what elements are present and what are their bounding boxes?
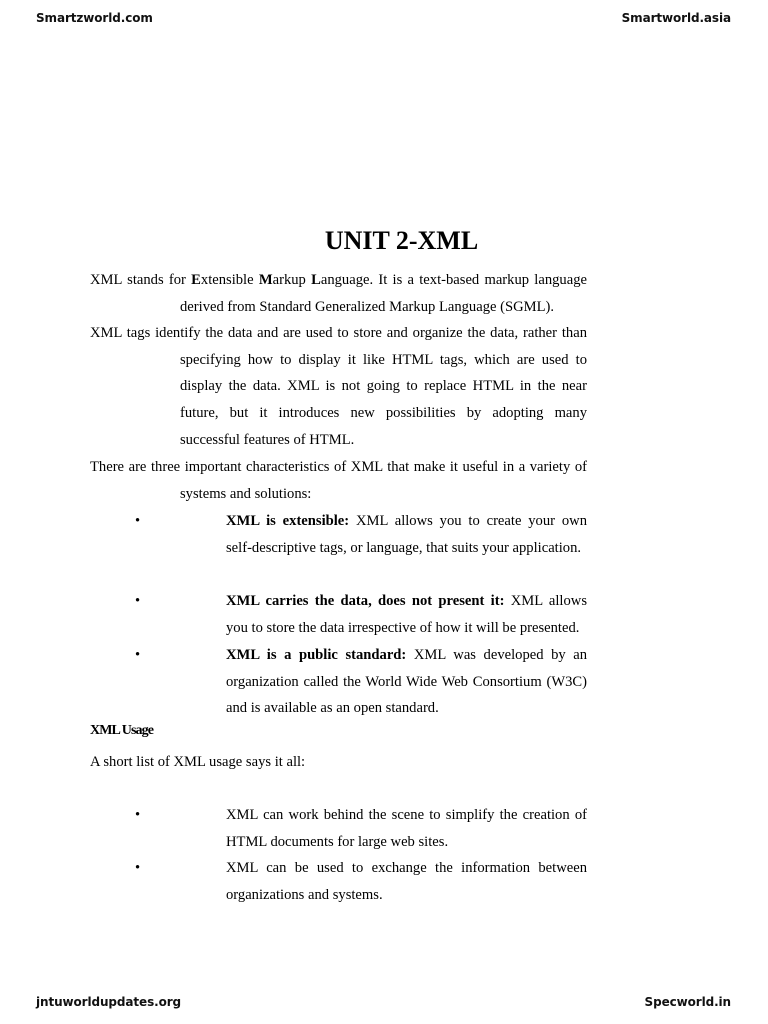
bullet-icon: • — [135, 807, 141, 823]
p1-text-b: xtensible — [200, 272, 259, 288]
p1-letter-e: E — [191, 272, 201, 288]
bullet-icon: • — [135, 647, 141, 663]
characteristic-body: XML allows you to store the data irrespective of how it will be presented. — [226, 593, 588, 636]
p1-text-c: arkup — [272, 272, 312, 288]
characteristic-bold: XML is a public standard: — [226, 647, 407, 663]
characteristic-text — [226, 508, 587, 561]
p1-letter-m: M — [258, 272, 273, 288]
intro-paragraph-3: There are three important characteristics of XML that make it useful in a variety of systems and solutions: — [90, 459, 587, 502]
header-right-site: Smartworld.asia — [621, 11, 731, 25]
footer-left-site: jntuworldupdates.org — [36, 995, 182, 1009]
p1-text-a: XML stands for — [90, 272, 192, 288]
header-left-site: Smartzworld.com — [36, 11, 153, 25]
intro-paragraph-1 — [90, 267, 587, 320]
bullet-icon: • — [135, 513, 141, 529]
usage-heading: XML Usage — [90, 723, 154, 738]
characteristic-bold: XML carries the data, does not present it: — [226, 593, 505, 609]
characteristic-bold: XML is extensible: — [226, 513, 350, 529]
page-title: UNIT 2-XML — [324, 226, 479, 255]
p1-text-d: anguage. It is a text-based markup language derived from Standard Generalized Markup Language (SGML). — [180, 272, 587, 315]
usage-item-text: XML can work behind the scene to simplify the creation of HTML documents for large web sites. — [226, 807, 587, 850]
characteristic-body: XML was developed by an organization called the World Wide Web Consortium (W3C) and is available as an open standard. — [226, 647, 588, 717]
usage-lead: A short list of XML usage says it all: — [90, 754, 306, 770]
bullet-icon: • — [135, 860, 141, 876]
footer-right-site: Specworld.in — [644, 995, 731, 1009]
usage-item-text: XML can be used to exchange the information between organizations and systems. — [226, 860, 587, 903]
characteristic-body: XML allows you to create your own self-descriptive tags, or language, that suits your application. — [226, 513, 587, 556]
bullet-icon: • — [135, 593, 141, 609]
intro-paragraph-2: XML tags identify the data and are used to store and organize the data, rather than specifying how to display it like HTML tags, which are used to display the data. XML is not going to replace HTML in the near future, but it introduces new possibilities by adopting many successful features of HTML. — [90, 325, 587, 448]
characteristic-text — [226, 642, 587, 722]
characteristic-text — [226, 588, 587, 641]
p1-letter-l: L — [311, 272, 321, 288]
